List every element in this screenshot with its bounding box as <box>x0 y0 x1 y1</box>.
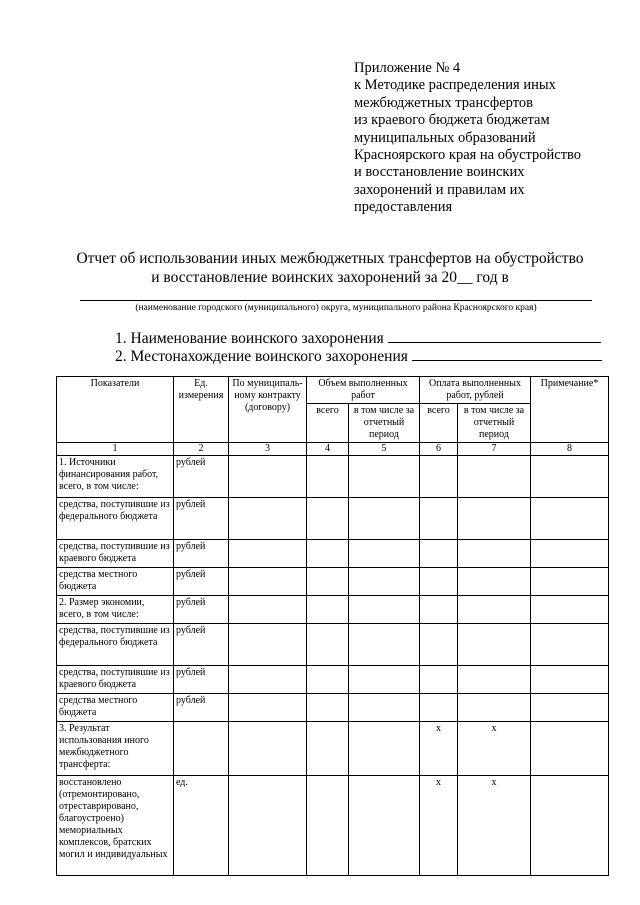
table-cell <box>229 568 307 596</box>
table-cell <box>458 596 531 624</box>
table-cell <box>420 624 458 666</box>
table-cell <box>420 666 458 694</box>
table-cell <box>420 456 458 498</box>
table-cell <box>420 568 458 596</box>
row-label: восстановлено (отремонтировано, отреставрировано, благоустроено) мемориальных комплексов, братских могил и индивидуальных <box>57 776 174 876</box>
table-cell <box>307 498 349 540</box>
report-title-line1: Отчет об использовании иных межбюджетных трансфертов на обустройство <box>76 250 584 267</box>
column-number: 1 <box>57 443 174 456</box>
appendix-line: и восстановление воинских <box>354 164 525 181</box>
burial-location-label: 2. Местонахождение воинского захоронения <box>115 348 408 365</box>
row-label: средства, поступившие из краевого бюджета <box>57 540 174 568</box>
table-cell: х <box>420 776 458 876</box>
municipality-blank-line <box>80 300 592 301</box>
table-cell: х <box>458 722 531 776</box>
table-cell <box>531 722 609 776</box>
table-cell <box>531 694 609 722</box>
table-cell <box>458 456 531 498</box>
table-row <box>57 568 609 596</box>
header-volume-total: всего <box>307 404 349 443</box>
row-label: 1. Источники финансирования работ, всего, в том числе: <box>57 456 174 498</box>
table-cell <box>349 456 420 498</box>
table-cell <box>531 540 609 568</box>
table-cell <box>458 498 531 540</box>
table-row <box>57 722 609 776</box>
table-cell <box>307 540 349 568</box>
row-label: средства, поступившие из федерального бюджета <box>57 498 174 540</box>
table-cell <box>229 540 307 568</box>
table-cell <box>531 498 609 540</box>
table-cell <box>420 596 458 624</box>
table-cell <box>229 456 307 498</box>
table-cell <box>229 624 307 666</box>
report-table <box>56 376 609 876</box>
table-row <box>57 694 609 722</box>
header-volume-period: в том числе за отчетный период <box>349 404 420 443</box>
table-cell <box>458 666 531 694</box>
report-title <box>40 250 620 287</box>
table-cell <box>531 456 609 498</box>
table-cell: х <box>420 722 458 776</box>
column-number: 8 <box>531 443 609 456</box>
header-volume: Объем выполненных работ <box>307 377 420 404</box>
burial-name-blank <box>388 329 601 343</box>
table-cell <box>531 776 609 876</box>
table-cell <box>458 694 531 722</box>
row-label: средства местного бюджета <box>57 568 174 596</box>
burial-location-blank <box>412 347 602 361</box>
table-cell <box>229 722 307 776</box>
column-number: 7 <box>458 443 531 456</box>
table-row <box>57 540 609 568</box>
row-unit: рублей <box>174 498 229 540</box>
table-cell <box>229 666 307 694</box>
table-cell <box>307 568 349 596</box>
table-cell <box>307 596 349 624</box>
table-row <box>57 498 609 540</box>
table-cell <box>349 568 420 596</box>
appendix-line: из краевого бюджета бюджетам <box>354 112 550 129</box>
table-cell <box>307 694 349 722</box>
appendix-header <box>354 60 624 217</box>
table-row <box>57 776 609 876</box>
table-cell <box>307 776 349 876</box>
row-label: средства местного бюджета <box>57 694 174 722</box>
row-unit: рублей <box>174 666 229 694</box>
row-unit <box>174 722 229 776</box>
table-cell <box>420 694 458 722</box>
burial-name-row <box>115 329 601 348</box>
row-unit: рублей <box>174 624 229 666</box>
table-cell <box>349 722 420 776</box>
table-cell <box>349 540 420 568</box>
header-payment-total: всего <box>420 404 458 443</box>
row-unit: рублей <box>174 596 229 624</box>
burial-location-row <box>115 347 602 366</box>
column-number: 6 <box>420 443 458 456</box>
appendix-line: предоставления <box>354 199 453 216</box>
table-row <box>57 456 609 498</box>
appendix-line: Приложение № 4 <box>354 60 461 76</box>
row-unit: рублей <box>174 456 229 498</box>
column-number: 2 <box>174 443 229 456</box>
appendix-line: захоронений и правилам их <box>354 181 525 198</box>
row-unit: рублей <box>174 694 229 722</box>
row-label: средства, поступившие из федерального бюджета <box>57 624 174 666</box>
table-cell <box>349 694 420 722</box>
table-row <box>57 666 609 694</box>
table-cell <box>229 776 307 876</box>
table-cell <box>458 568 531 596</box>
column-number-row <box>57 443 609 456</box>
header-payment-period: в том числе за отчетный период <box>458 404 531 443</box>
table-cell <box>349 596 420 624</box>
table-cell <box>229 596 307 624</box>
header-payment: Оплата выполненных работ, рублей <box>420 377 531 404</box>
table-cell <box>349 498 420 540</box>
table-cell <box>349 776 420 876</box>
table-row <box>57 624 609 666</box>
column-number: 5 <box>349 443 420 456</box>
table-cell <box>349 666 420 694</box>
row-label: средства, поступившие из краевого бюджета <box>57 666 174 694</box>
row-label: 3. Результат использования иного межбюджетного трансферта: <box>57 722 174 776</box>
row-unit: рублей <box>174 540 229 568</box>
report-title-line2: и восстановление воинских захоронений за 20__ год в <box>151 268 509 286</box>
table-cell <box>229 694 307 722</box>
municipality-caption: (наименование городского (муниципального) округа, муниципального района Красноярского края) <box>135 303 537 313</box>
table-cell <box>420 498 458 540</box>
appendix-line: межбюджетных трансфертов <box>354 94 533 111</box>
table-cell <box>307 722 349 776</box>
row-unit: ед. <box>174 776 229 876</box>
table-cell <box>531 624 609 666</box>
table-cell <box>420 540 458 568</box>
table-cell <box>531 596 609 624</box>
burial-name-label: 1. Наименование воинского захоронения <box>115 330 384 347</box>
appendix-line: к Методике распределения иных <box>354 77 556 94</box>
header-note: Примечание* <box>531 377 609 443</box>
row-label: 2. Размер экономии, всего, в том числе: <box>57 596 174 624</box>
column-number: 4 <box>307 443 349 456</box>
table-cell <box>349 624 420 666</box>
table-cell <box>307 666 349 694</box>
table-cell <box>458 540 531 568</box>
column-number: 3 <box>229 443 307 456</box>
row-unit: рублей <box>174 568 229 596</box>
table-cell: х <box>458 776 531 876</box>
table-cell <box>307 456 349 498</box>
table-cell <box>307 624 349 666</box>
table-cell <box>531 666 609 694</box>
header-unit: Ед. измерения <box>174 377 229 443</box>
table-cell <box>229 498 307 540</box>
header-indicators: Показатели <box>57 377 174 443</box>
table-cell <box>531 568 609 596</box>
table-cell <box>458 624 531 666</box>
table-row <box>57 596 609 624</box>
appendix-line: Красноярского края на обустройство <box>354 147 582 164</box>
header-contract: По муниципаль-ному контракту (договору) <box>229 377 307 443</box>
appendix-line: муниципальных образований <box>354 129 536 146</box>
